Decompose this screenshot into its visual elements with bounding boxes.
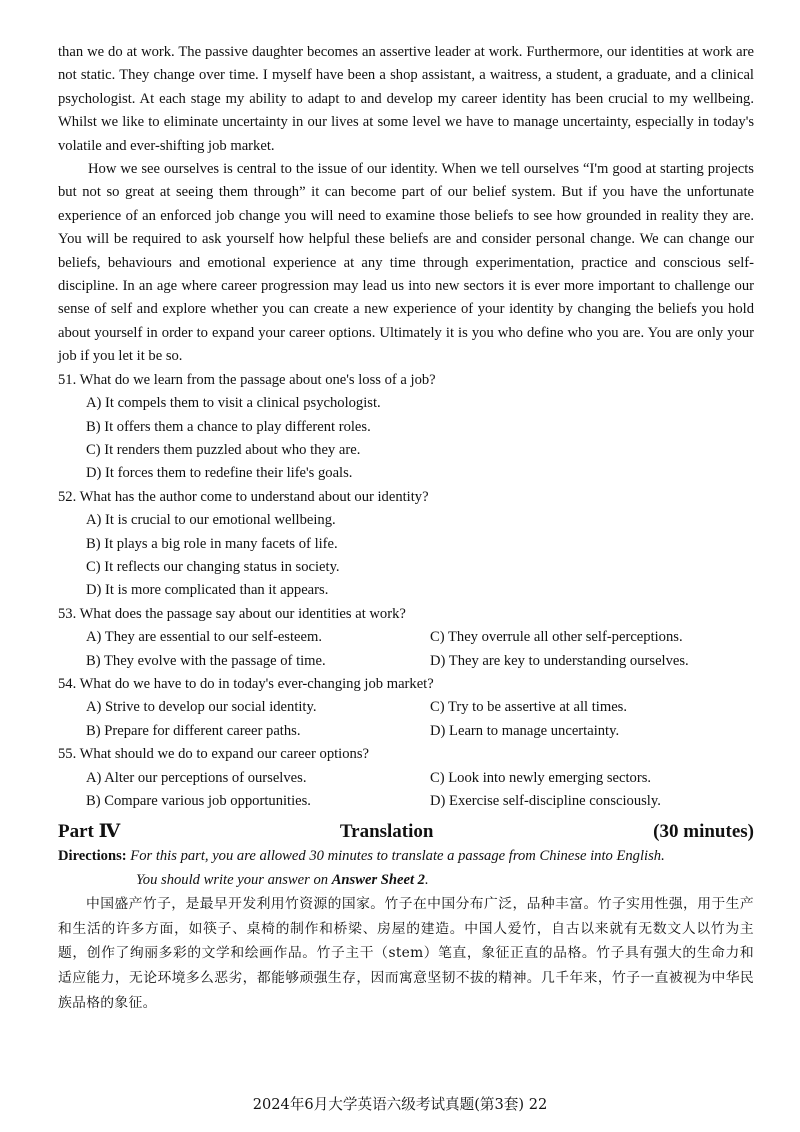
option-b: B) It offers them a chance to play different roles. xyxy=(86,418,371,435)
question-stem: 55. What should we do to expand our career options? xyxy=(58,746,369,763)
directions-period: . xyxy=(424,871,429,888)
part-4-header xyxy=(58,819,754,845)
option-c: C) It reflects our changing status in society. xyxy=(86,558,340,575)
option-b: B) They evolve with the passage of time. xyxy=(86,652,326,669)
part-time: (30 minutes) xyxy=(653,821,754,843)
option-a: A) It compels them to visit a clinical psychologist. xyxy=(86,395,381,412)
directions xyxy=(58,845,754,892)
part-label: Part Ⅳ xyxy=(58,821,121,843)
page-footer: 2024年6月大学英语六级考试真题(第3套) 22 xyxy=(252,1096,548,1113)
option-c: C) They overrule all other self-perceptions. xyxy=(430,629,683,646)
answer-sheet: Answer Sheet 2 xyxy=(331,871,425,888)
question-54 xyxy=(58,673,754,743)
question-52 xyxy=(58,486,754,603)
question-55 xyxy=(58,743,754,813)
question-stem: 53. What does the passage say about our identities at work? xyxy=(58,605,406,622)
option-d: D) Exercise self-discipline consciously. xyxy=(430,793,661,809)
question-stem: 51. What do we learn from the passage about one's loss of a job? xyxy=(58,371,436,388)
chinese-passage: 中国盛产竹子，是最早开发利用竹资源的国家。竹子在中国分布广泛，品种丰富。竹子实用性强，用于生产和生活的许多方面，如筷子、桌椅的制作和桥梁、房屋的建造。中国人爱竹，自古以来就有无数文人以竹为主题，创作了绚丽多彩的文学和绘画作品。竹子主干（stem）笔直，象征正直的品格。竹子具有强大的生命力和适应能力，无论环境多么恶劣，都能够顽强生存，因而寓意坚韧不拔的精神。几千年来，竹子一直被视为中华民族品格的象征。 xyxy=(58,896,754,1011)
option-a: A) Strive to develop our social identity. xyxy=(86,699,317,716)
option-c: C) Look into newly emerging sectors. xyxy=(430,769,652,786)
passage-paragraph-2: How we see ourselves is central to the issue of our identity. When we tell ourselves “I'm good at starting projects but not so great at seeing them through” it can become part of our belief system. But if you have the unfortunate experience of an enforced job change you will need to examine those beliefs to see how grounded in reality they are. You will be required to ask yourself how helpful these beliefs are and consider personal change. We can change our beliefs, behaviours and emotional experience at any time through experimentation, practice and conscious self-discipline. In an age where career progression may lead us into new sectors it is ever more important to challenge our sense of self and explore whether you can create a new experience of your identity by changing the beliefs you hold about yourself in order to expand your career options. Ultimately it is you who define who you are. You are only your job if you let it be so. xyxy=(58,161,754,365)
option-a: A) It is crucial to our emotional wellbeing. xyxy=(86,512,336,529)
question-53 xyxy=(58,603,754,673)
directions-line-2 xyxy=(58,869,754,892)
passage-paragraph-1: than we do at work. The passive daughter becomes an assertive leader at work. Furthermore, our identities at work are not static. They change over time. I myself have been a shop assistant, a waitress, a student, a graduate, and a clinical psychologist. At each stage my ability to adapt to and develop my career identity has been crucial to my wellbeing. Whilst we like to eliminate uncertainty in our lives at some level we have to manage uncertainty, especially in today's volatile and ever-shifting job market. xyxy=(58,44,754,154)
exam-page xyxy=(58,41,754,1015)
option-d: D) It forces them to redefine their life's goals. xyxy=(86,465,353,482)
option-d: D) They are key to understanding ourselves. xyxy=(430,652,689,669)
option-b: B) Prepare for different career paths. xyxy=(86,722,301,739)
directions-text: For this part, you are allowed 30 minutes to translate a passage from Chinese into English. xyxy=(130,848,665,865)
question-stem: 54. What do we have to do in today's ever-changing job market? xyxy=(58,675,434,692)
option-d: D) It is more complicated than it appears. xyxy=(86,582,329,599)
option-b: B) Compare various job opportunities. xyxy=(86,793,311,809)
option-c: C) It renders them puzzled about who they are. xyxy=(86,441,361,458)
option-d: D) Learn to manage uncertainty. xyxy=(430,722,620,739)
option-a: A) They are essential to our self-esteem. xyxy=(86,629,322,646)
question-stem: 52. What has the author come to understand about our identity? xyxy=(58,488,429,505)
option-c: C) Try to be assertive at all times. xyxy=(430,699,627,716)
directions-label: Directions: xyxy=(58,848,127,865)
option-b: B) It plays a big role in many facets of life. xyxy=(86,535,338,552)
directions-text-2: You should write your answer on xyxy=(136,871,332,888)
option-a: A) Alter our perceptions of ourselves. xyxy=(86,769,307,786)
part-title: Translation xyxy=(339,821,434,843)
question-51 xyxy=(58,369,754,486)
